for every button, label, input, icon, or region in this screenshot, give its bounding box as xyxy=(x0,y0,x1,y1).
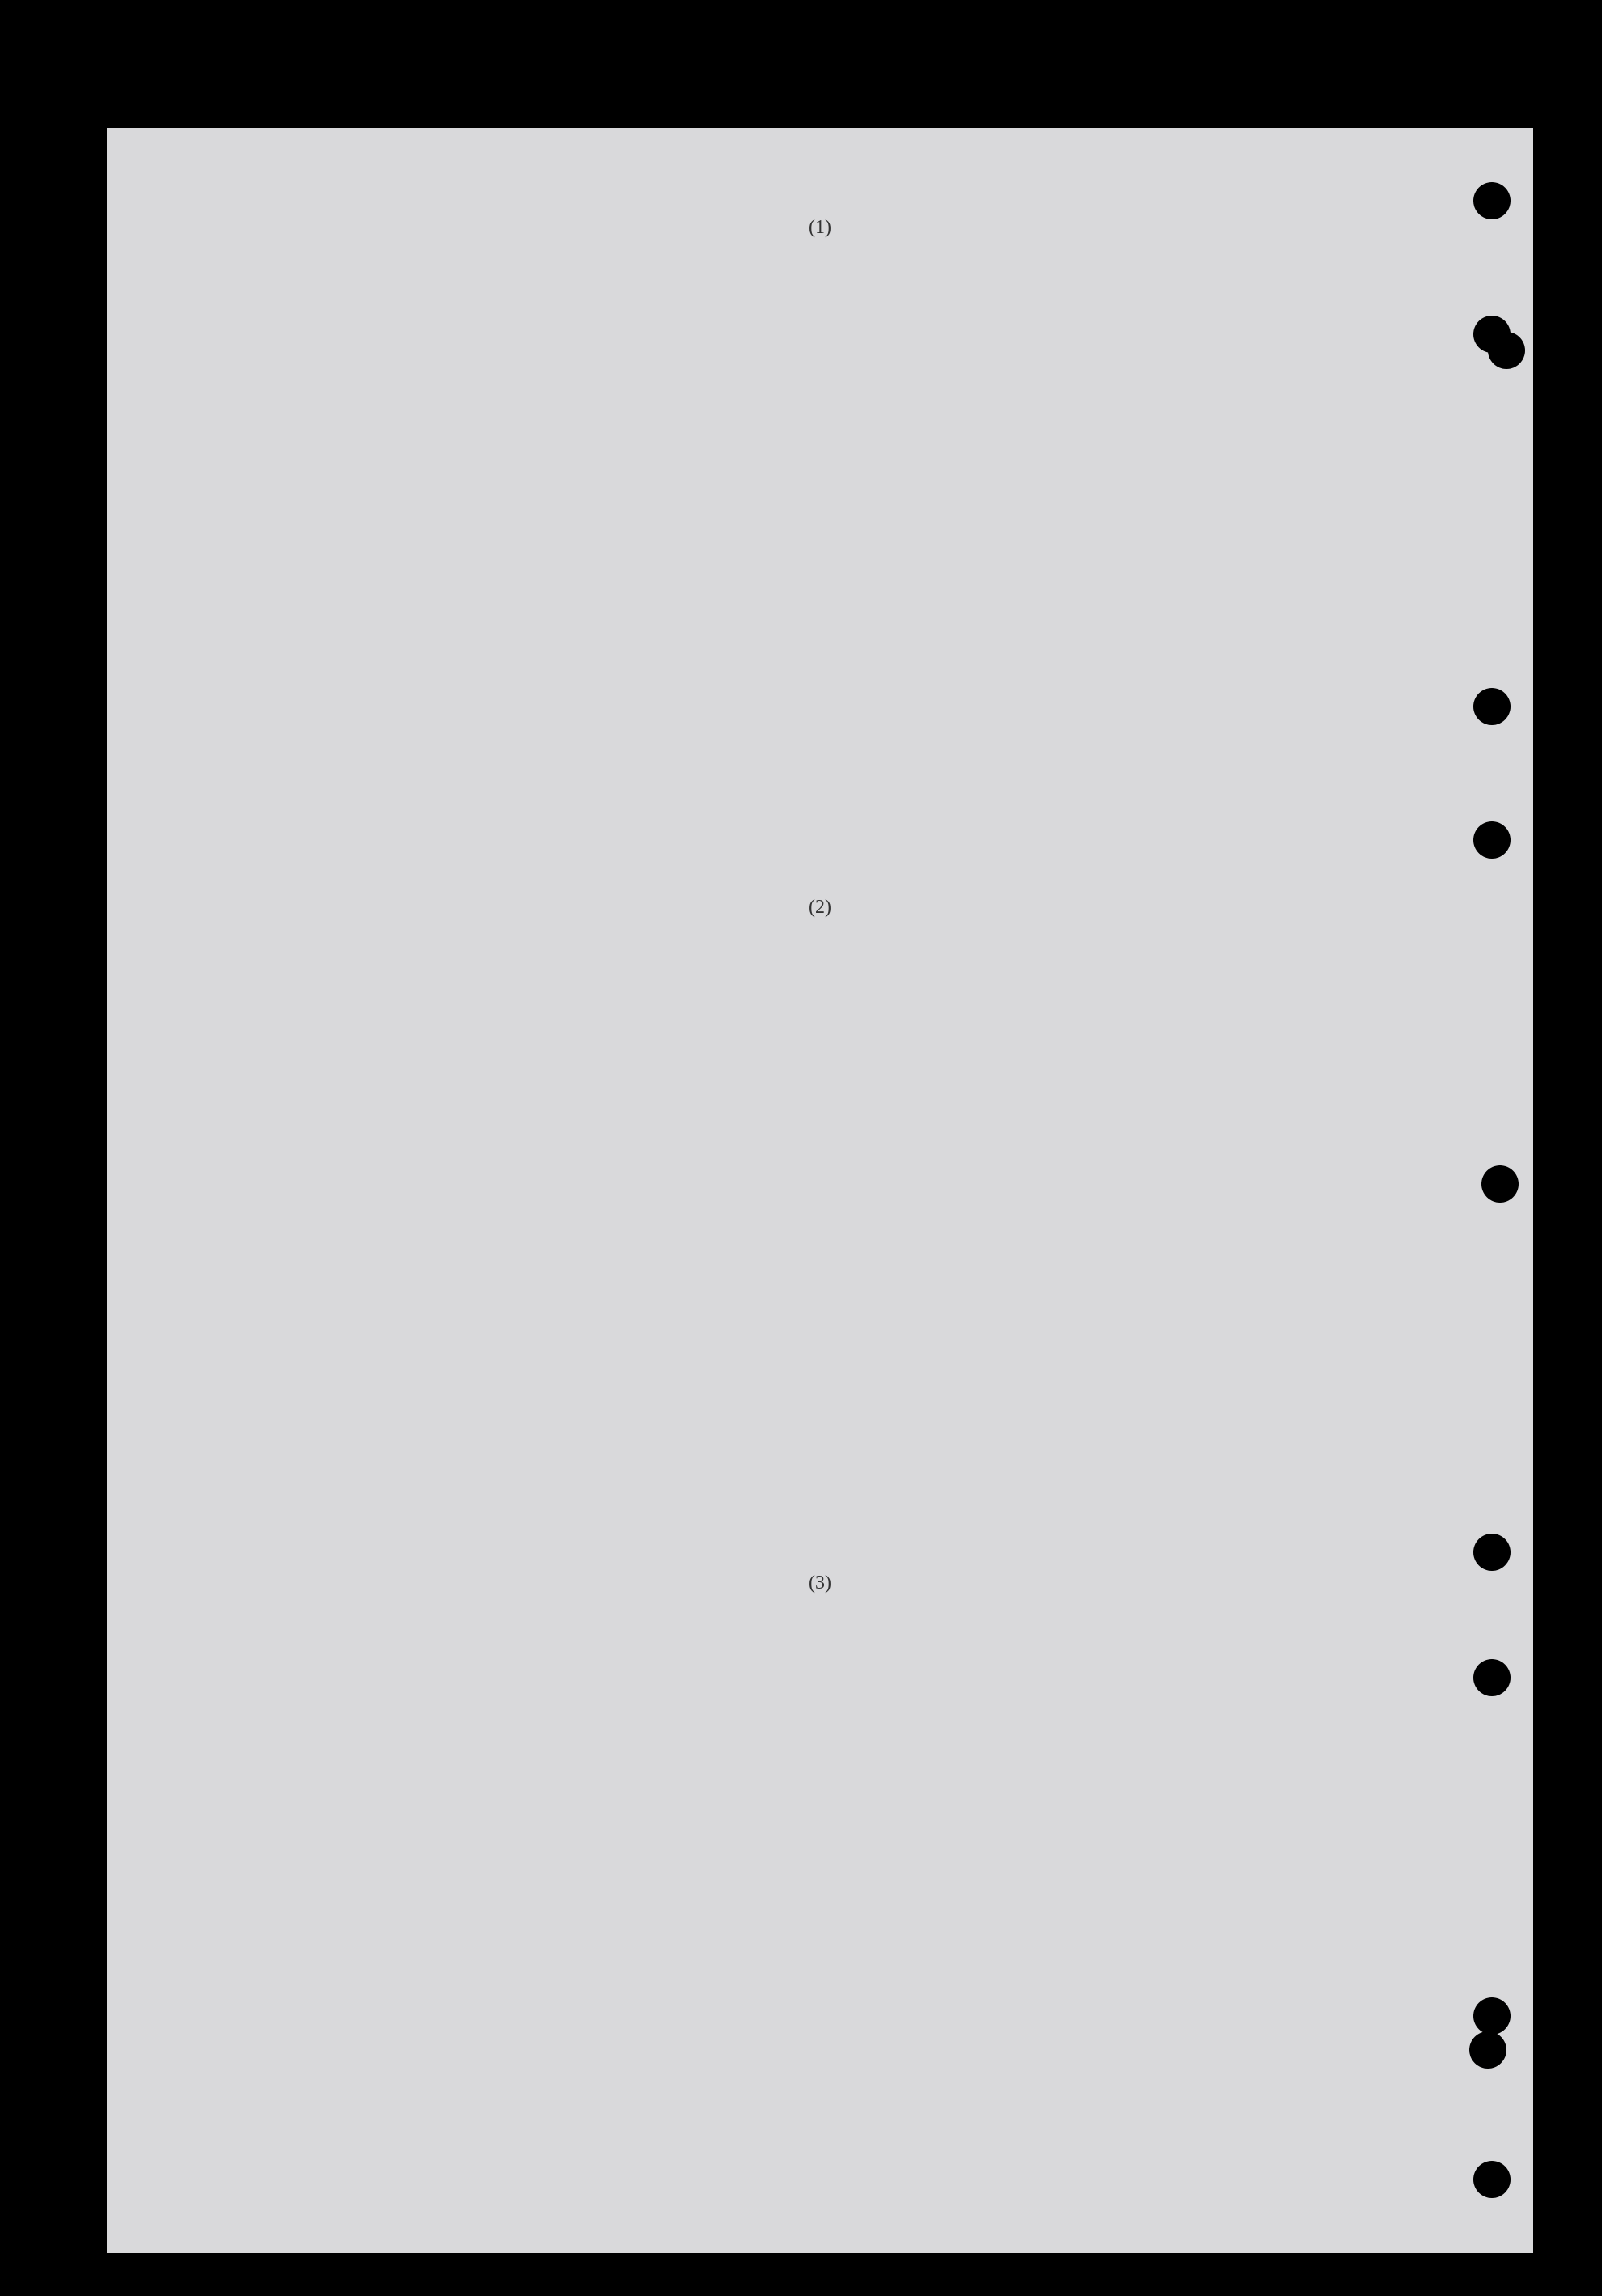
binder-hole xyxy=(1473,1659,1511,1696)
binder-hole xyxy=(1473,821,1511,859)
binder-hole xyxy=(1473,2161,1511,2198)
section-3-number: (3) xyxy=(809,1572,831,1594)
binder-hole xyxy=(1473,1534,1511,1571)
binder-hole xyxy=(1473,688,1511,725)
binder-hole xyxy=(1488,332,1525,369)
section-2-number: (2) xyxy=(809,897,831,918)
binder-hole xyxy=(1469,2031,1506,2069)
section-1-number: (1) xyxy=(809,217,831,238)
binder-hole xyxy=(1473,182,1511,219)
page-sheet xyxy=(107,128,1533,2253)
binder-hole xyxy=(1473,1997,1511,2035)
binder-hole xyxy=(1481,1165,1519,1203)
